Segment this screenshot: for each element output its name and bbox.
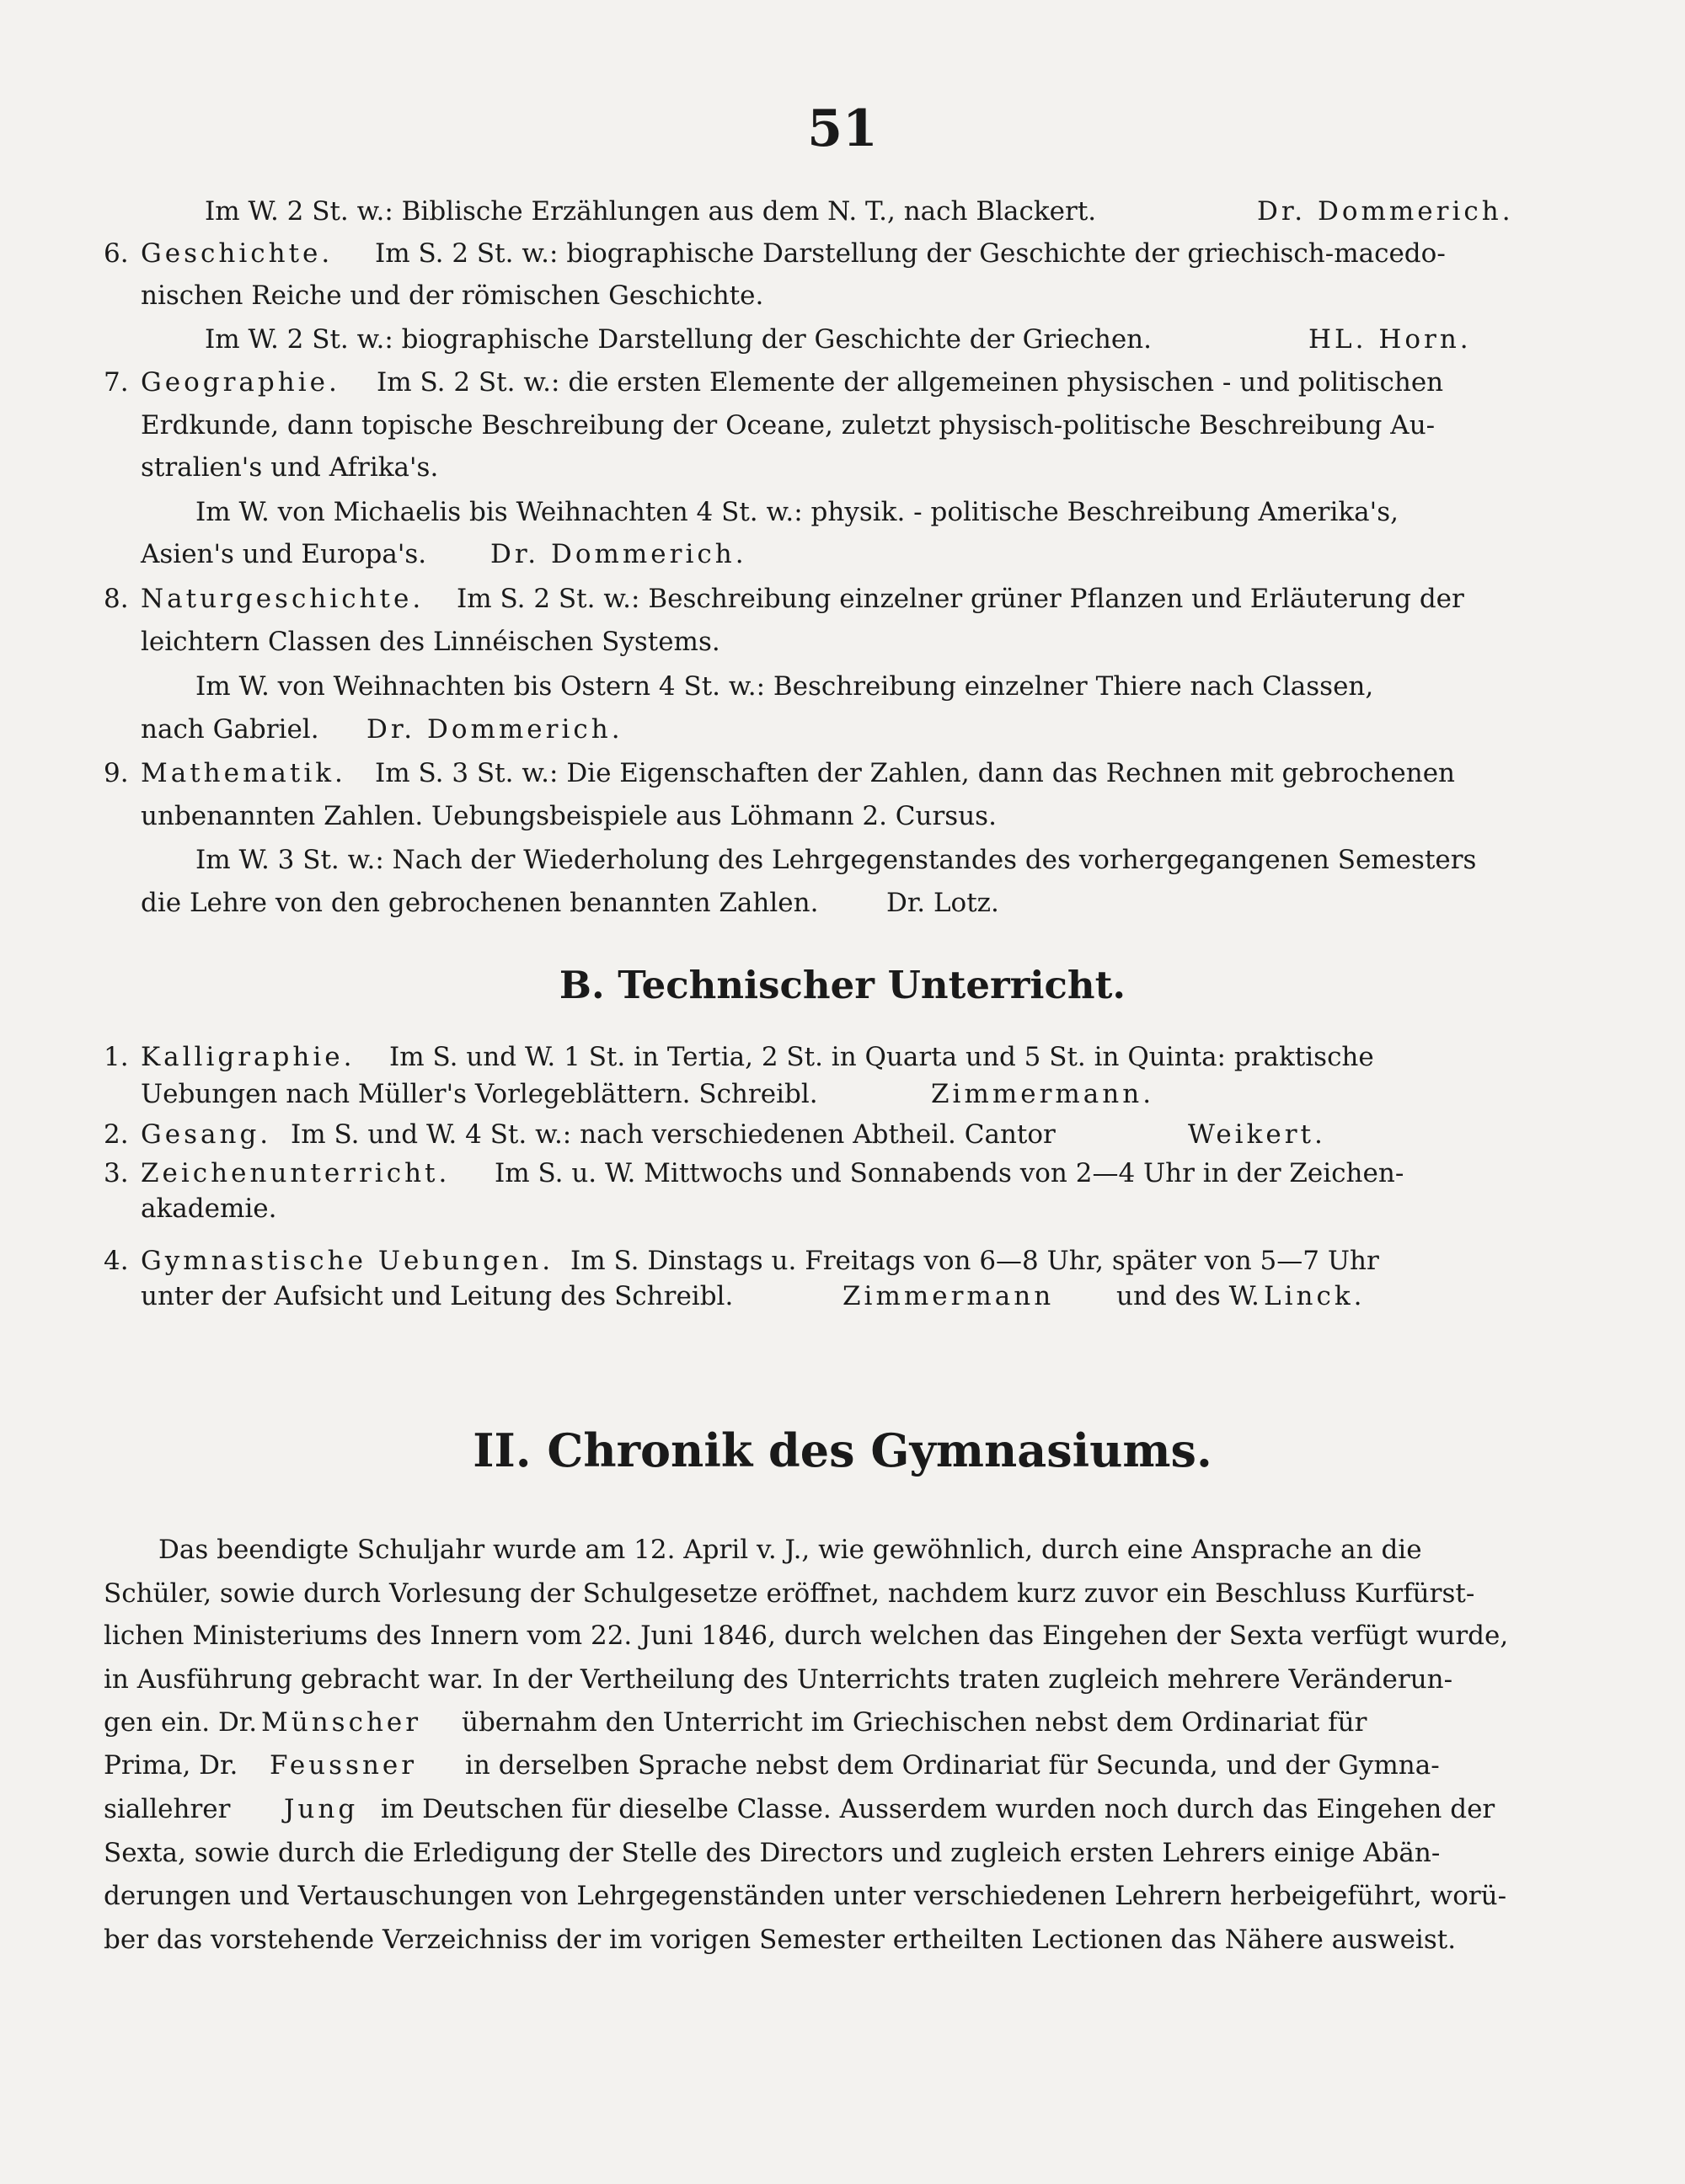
paragraph-line xyxy=(0,1881,1685,1925)
teacher-name: Dr. Dommerich. xyxy=(366,714,623,745)
text-line xyxy=(0,497,1685,541)
text-line xyxy=(0,452,1685,496)
subject-entry xyxy=(0,238,1685,282)
teacher-name: Linck. xyxy=(1264,1281,1366,1311)
paragraph-line xyxy=(0,1535,1685,1578)
line-text: Uebungen nach Müller's Vorlegeblättern. Schreibl. xyxy=(141,1079,818,1109)
subject-title: Naturgeschichte. xyxy=(141,584,425,614)
text-line xyxy=(0,196,1685,240)
line-text: Schüler, sowie durch Vorlesung der Schulgesetze eröffnet, nachdem kurz zuvor ein Beschluss Kurfürst- xyxy=(104,1578,1475,1609)
text-line xyxy=(0,410,1685,454)
entry-number: 7. xyxy=(104,367,129,398)
paragraph-line xyxy=(0,1664,1685,1708)
teacher-name: Weikert. xyxy=(1188,1119,1326,1150)
line-text: leichtern Classen des Linnéischen Systems. xyxy=(141,627,720,657)
line-text: Im S. 2 St. w.: die ersten Elemente der allgemeinen physischen - und politischen xyxy=(377,367,1444,398)
text-line xyxy=(0,845,1685,889)
line-text: und des W. xyxy=(1116,1281,1260,1311)
line-text: Im S. und W. 4 St. w.: nach verschiedenen Abtheil. Cantor xyxy=(291,1119,1056,1150)
entry-number: 3. xyxy=(104,1158,129,1188)
line-text: akademie. xyxy=(141,1193,277,1224)
line-text: Im W. von Weihnachten bis Ostern 4 St. w.: Beschreibung einzelner Thiere nach Classen, xyxy=(195,671,1374,702)
line-text: derungen und Vertauschungen von Lehrgegenständen unter verschiedenen Lehrern herbeigeführt, worü- xyxy=(104,1881,1507,1911)
entry-number: 9. xyxy=(104,758,129,788)
subject-entry xyxy=(0,758,1685,802)
line-text: Im W. von Michaelis bis Weihnachten 4 St. w.: physik. - politische Beschreibung Amerika's, xyxy=(195,497,1399,527)
person-name: Jung xyxy=(284,1794,359,1824)
line-text: im Deutschen für dieselbe Classe. Ausserdem wurden noch durch das Eingehen der xyxy=(381,1794,1495,1824)
teacher-name: Dr. Dommerich. xyxy=(490,539,747,569)
paragraph-line xyxy=(0,1794,1685,1838)
subject-entry xyxy=(0,1119,1685,1163)
line-text: Im W. 2 St. w.: biographische Darstellung der Geschichte der Griechen. xyxy=(205,324,1152,355)
text-line xyxy=(0,324,1685,368)
page-number: 51 xyxy=(807,99,878,158)
text-line xyxy=(0,1079,1685,1123)
line-text: Asien's und Europa's. xyxy=(141,539,427,569)
line-text: Im S. 2 St. w.: Beschreibung einzelner grüner Pflanzen und Erläuterung der xyxy=(457,584,1464,614)
subject-title: Gymnastische Uebungen. xyxy=(141,1246,554,1276)
subject-entry xyxy=(0,367,1685,411)
text-line xyxy=(0,801,1685,845)
line-text: Im W. 2 St. w.: Biblische Erzählungen aus dem N. T., nach Blackert. xyxy=(205,196,1097,227)
entry-number: 4. xyxy=(104,1246,129,1276)
entry-number: 8. xyxy=(104,584,129,614)
line-text: Sexta, sowie durch die Erledigung der Stelle des Directors und zugleich ersten Lehrers einige Abän- xyxy=(104,1838,1441,1868)
teacher-name: Zimmermann. xyxy=(931,1079,1155,1109)
line-text: Erdkunde, dann topische Beschreibung der Oceane, zuletzt physisch-politische Beschreibung Au- xyxy=(141,410,1436,441)
subject-title: Geographie. xyxy=(141,367,340,398)
text-line xyxy=(0,671,1685,715)
line-text: stralien's und Afrika's. xyxy=(141,452,439,483)
teacher-name: HL. Horn. xyxy=(1308,324,1472,355)
paragraph-line xyxy=(0,1750,1685,1794)
paragraph-line xyxy=(0,1578,1685,1622)
line-text: Im S. und W. 1 St. in Tertia, 2 St. in Quarta und 5 St. in Quinta: praktische xyxy=(389,1042,1374,1072)
text-line xyxy=(0,539,1685,583)
teacher-name: Dr. Dommerich. xyxy=(1257,196,1514,227)
text-line xyxy=(0,280,1685,324)
line-text: unbenannten Zahlen. Uebungsbeispiele aus Löhmann 2. Cursus. xyxy=(141,801,997,831)
text-line xyxy=(0,888,1685,932)
entry-number: 6. xyxy=(104,238,129,269)
subject-title: Kalligraphie. xyxy=(141,1042,356,1072)
text-line xyxy=(0,714,1685,758)
line-text: die Lehre von den gebrochenen benannten Zahlen. xyxy=(141,888,819,918)
line-text: in Ausführung gebracht war. In der Vertheilung des Unterrichts traten zugleich mehrere Veränderun- xyxy=(104,1664,1453,1695)
subject-title: Mathematik. xyxy=(141,758,346,788)
line-text: unter der Aufsicht und Leitung des Schreibl. xyxy=(141,1281,734,1311)
text-line xyxy=(0,627,1685,670)
teacher-name: Zimmermann xyxy=(842,1281,1055,1311)
line-text: Im S. 2 St. w.: biographische Darstellung der Geschichte der griechisch-macedo- xyxy=(375,238,1446,269)
subject-title: Gesang. xyxy=(141,1119,272,1150)
line-text: Im W. 3 St. w.: Nach der Wiederholung des Lehrgegenstandes des vorhergegangenen Semesters xyxy=(195,845,1477,875)
line-text: übernahm den Unterricht im Griechischen nebst dem Ordinariat für xyxy=(462,1707,1367,1738)
section-heading-chronicle: II. Chronik des Gymnasiums. xyxy=(473,1423,1212,1477)
line-text: siallehrer xyxy=(104,1794,231,1824)
line-text: in derselben Sprache nebst dem Ordinariat für Secunda, und der Gymna- xyxy=(465,1750,1440,1781)
line-text: Im S. Dinstags u. Freitags von 6—8 Uhr, später von 5—7 Uhr xyxy=(570,1246,1379,1276)
entry-number: 1. xyxy=(104,1042,129,1072)
paragraph-line xyxy=(0,1707,1685,1751)
subject-entry xyxy=(0,584,1685,627)
person-name: Münscher xyxy=(261,1707,422,1738)
teacher-name: Dr. Lotz. xyxy=(886,888,999,918)
line-text: ber das vorstehende Verzeichniss der im vorigen Semester ertheilten Lectionen das Nähere ausweist. xyxy=(104,1925,1457,1955)
text-line xyxy=(0,1281,1685,1325)
line-text: nach Gabriel. xyxy=(141,714,319,745)
paragraph-line xyxy=(0,1925,1685,1968)
paragraph-line xyxy=(0,1838,1685,1882)
line-text: nischen Reiche und der römischen Geschichte. xyxy=(141,280,764,311)
subject-title: Zeichenunterricht. xyxy=(141,1158,451,1188)
line-text: Im S. 3 St. w.: Die Eigenschaften der Zahlen, dann das Rechnen mit gebrochenen xyxy=(375,758,1456,788)
entry-number: 2. xyxy=(104,1119,129,1150)
person-name: Feussner xyxy=(270,1750,418,1781)
line-text: lichen Ministeriums des Innern vom 22. Juni 1846, durch welchen das Eingehen der Sexta verfügt wurde, xyxy=(104,1621,1509,1651)
line-text: Das beendigte Schuljahr wurde am 12. April v. J., wie gewöhnlich, durch eine Ansprache an die xyxy=(158,1535,1422,1565)
subject-title: Geschichte. xyxy=(141,238,334,269)
section-heading-technical: B. Technischer Unterricht. xyxy=(559,963,1126,1007)
line-text: Prima, Dr. xyxy=(104,1750,238,1781)
line-text: gen ein. Dr. xyxy=(104,1707,258,1738)
line-text: Im S. u. W. Mittwochs und Sonnabends von 2—4 Uhr in der Zeichen- xyxy=(495,1158,1404,1188)
paragraph-line xyxy=(0,1621,1685,1664)
text-line xyxy=(0,1193,1685,1237)
